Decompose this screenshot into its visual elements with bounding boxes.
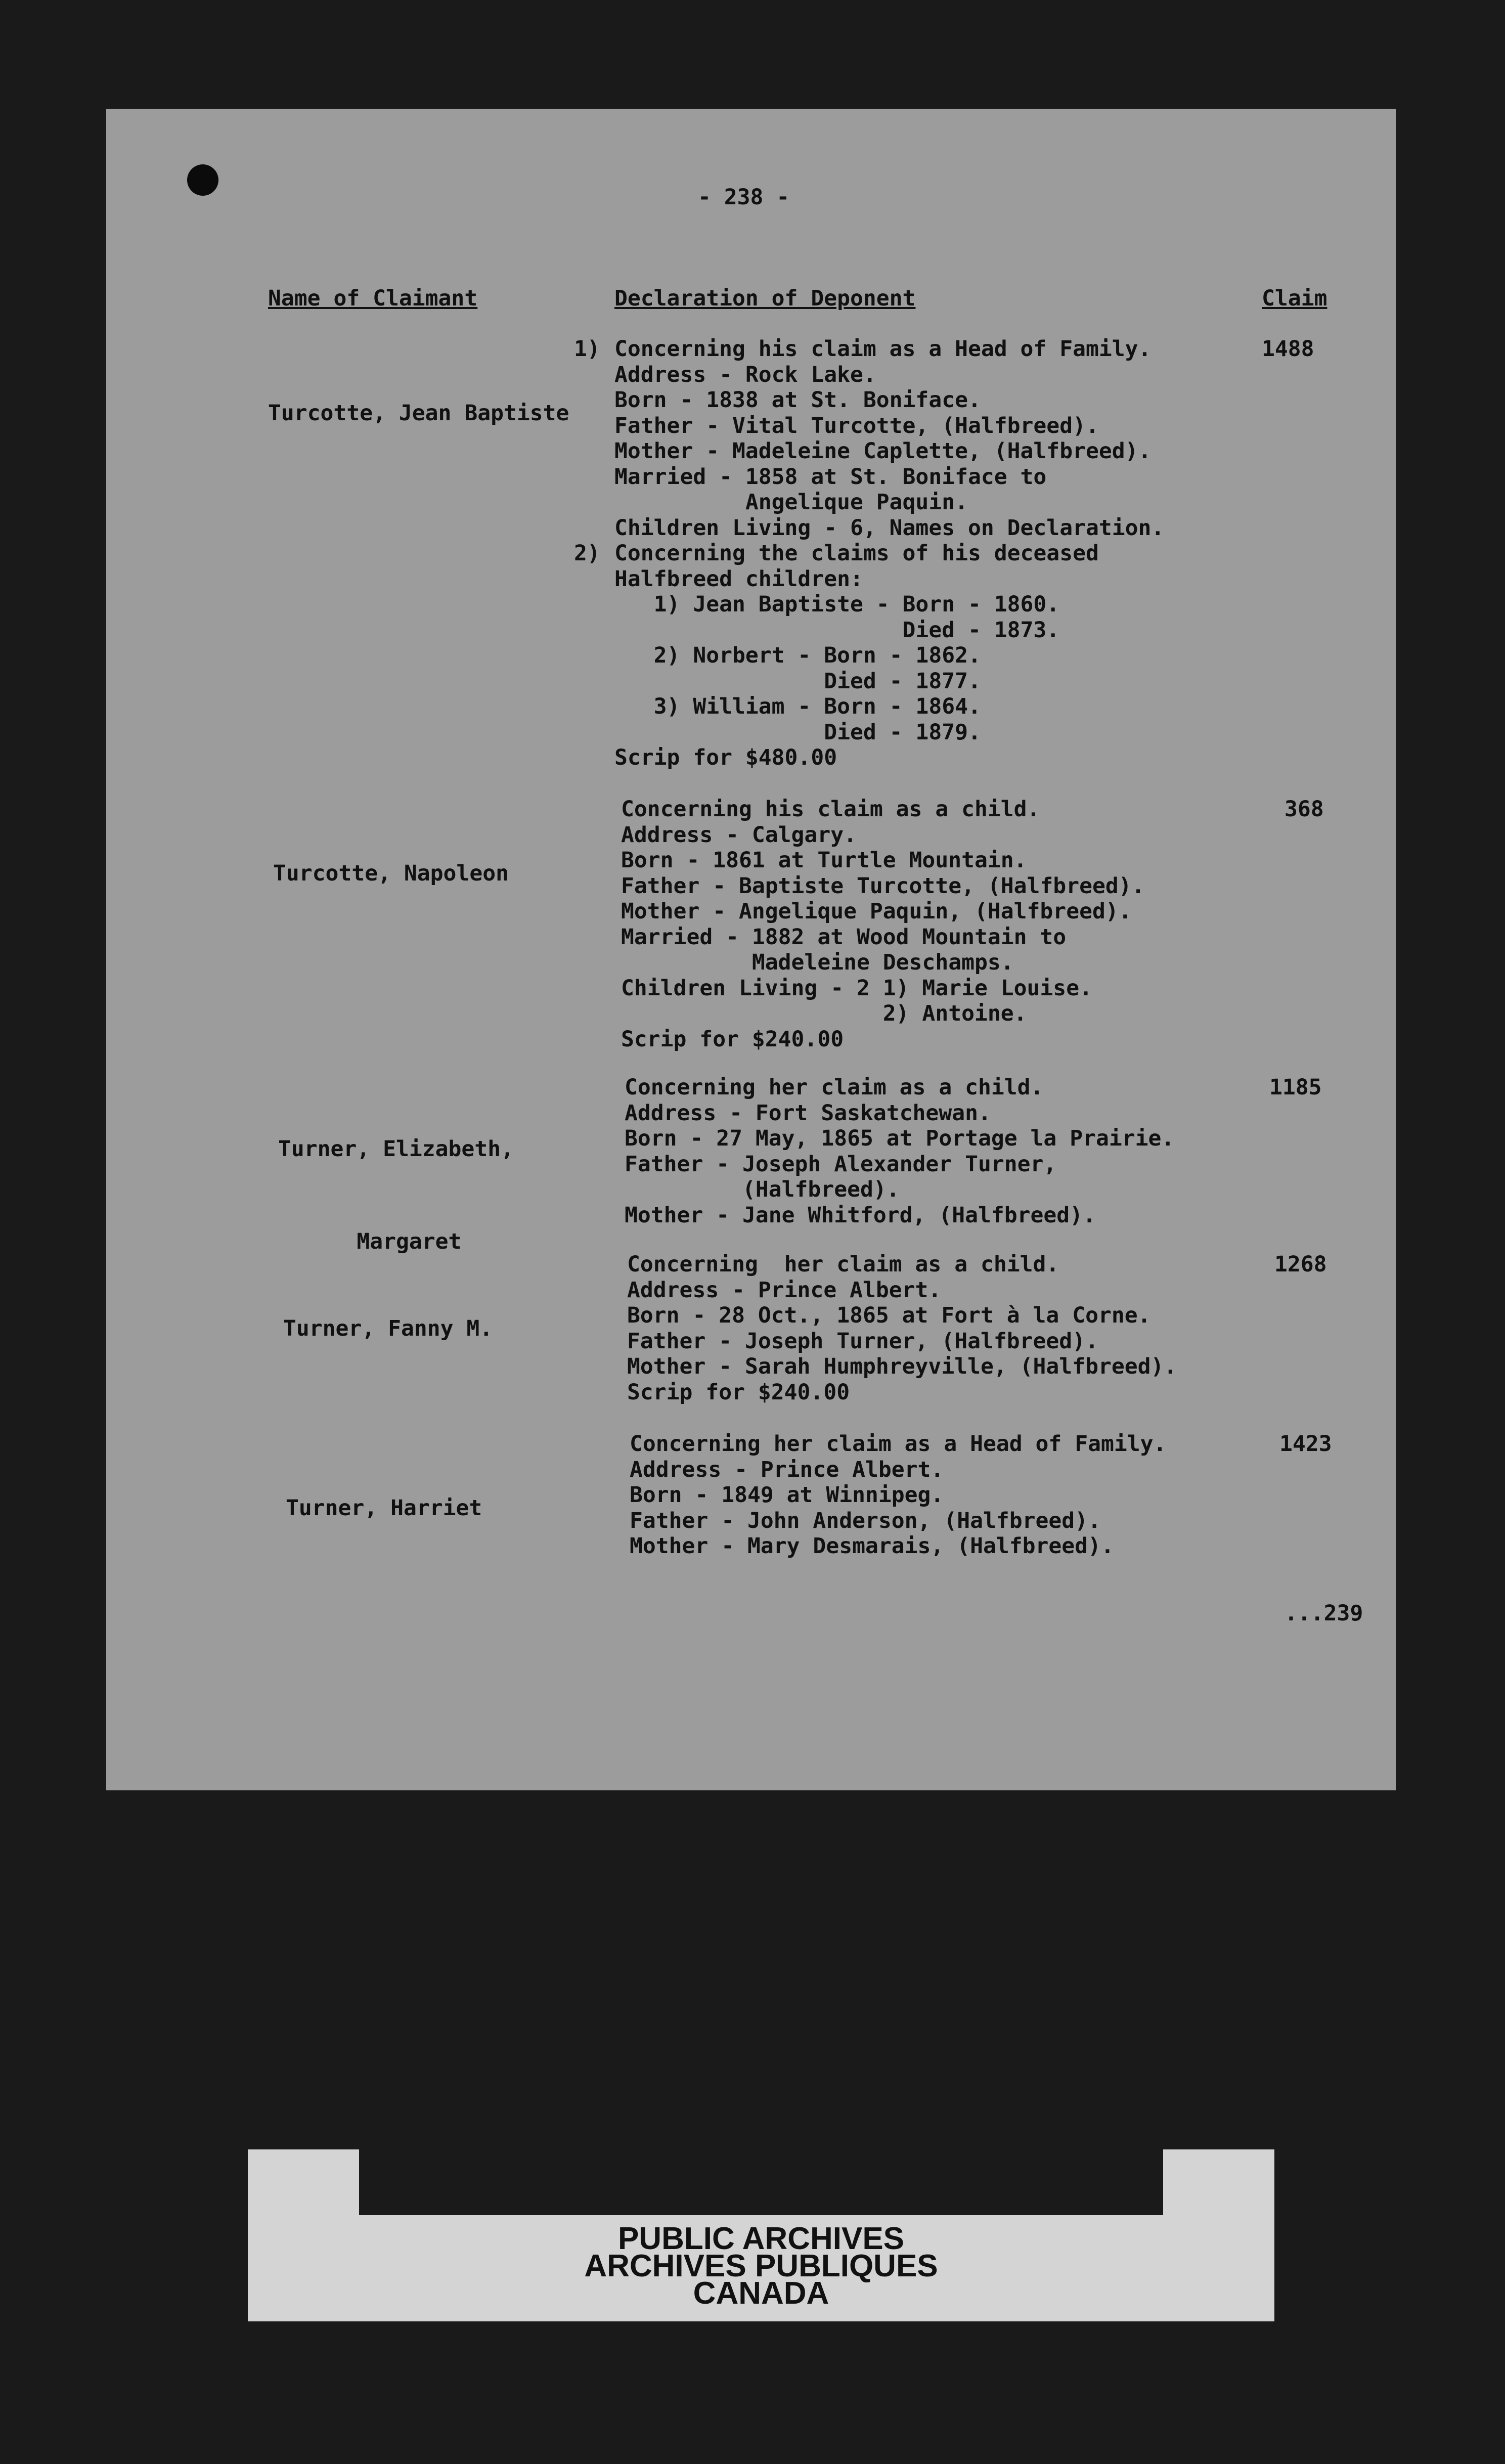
declaration-block [614,336,1164,771]
declaration-line: Concerning her claim as a Head of Family. [630,1431,1167,1457]
declaration-block [625,1075,1174,1228]
declaration-line: Address - Prince Albert. [630,1457,944,1482]
declaration-line: Concerning the claims of his deceased [614,541,1099,566]
declaration-line: Mother - Angelique Paquin, (Halfbreed). [621,899,1132,924]
declaration-line: Concerning her claim as a child. [627,1252,1059,1277]
declaration-line: Mother - Mary Desmarais, (Halfbreed). [630,1533,1114,1559]
claim-number: 1488 [1262,336,1314,362]
punch-hole [187,164,218,196]
declaration-line: Concerning his claim as a child. [621,797,1040,822]
claimant-name [268,336,569,491]
declaration-line: Address - Rock Lake. [614,362,876,387]
declaration-block [627,1252,1177,1405]
document-page [106,109,1396,1790]
claimant-name [273,797,509,951]
declaration-line: Angelique Paquin. [614,490,968,515]
continuation-marker: ...239 [1285,1601,1363,1626]
archives-stamp [248,2149,1274,2321]
declaration-line: (Halfbreed). [625,1177,900,1202]
claim-number: 368 [1285,797,1324,822]
claimant-name-line: Margaret [278,1229,462,1254]
declaration-line: Madeleine Deschamps. [621,950,1014,975]
declaration-line: Father - Baptiste Turcotte, (Halfbreed). [621,873,1145,899]
declaration-line: Married - 1858 at St. Boniface to [614,464,1047,490]
declaration-line: Address - Prince Albert. [627,1277,942,1303]
declaration-line: Father - Joseph Alexander Turner, [625,1151,1057,1177]
declaration-line: Scrip for $240.00 [627,1379,850,1405]
claim-number: 1185 [1269,1075,1322,1100]
declaration-line: Scrip for $240.00 [621,1026,844,1052]
claimant-name-line: Turcotte, Jean Baptiste [268,401,569,426]
declaration-line: Father - Joseph Turner, (Halfbreed). [627,1328,1098,1354]
declaration-line: Concerning her claim as a child. [625,1075,1044,1100]
declaration-line: Address - Fort Saskatchewan. [625,1100,991,1126]
declaration-line: Died - 1873. [614,617,1060,643]
claimant-name [286,1431,482,1586]
declaration-line: Mother - Jane Whitford, (Halfbreed). [625,1202,1096,1228]
declaration-line: Concerning his claim as a Head of Family. [614,336,1152,362]
declaration-line: 3) William - Born - 1864. [614,694,981,719]
stamp-line: CANADA [693,2276,829,2311]
declaration-line: Born - 28 Oct., 1865 at Fort à la Corne. [627,1303,1151,1328]
declaration-line: 1) Jean Baptiste - Born - 1860. [614,592,1060,617]
claimant-name [283,1252,493,1406]
declaration-line: Born - 1838 at St. Boniface. [614,387,981,413]
declaration-line: 2) Antoine. [621,1001,1027,1026]
stamp-line: ARCHIVES PUBLIQUES [584,2249,938,2283]
item-number: 2) [574,541,600,566]
claimant-name-line: Turner, Elizabeth, [278,1136,514,1162]
declaration-block [621,797,1145,1052]
declaration-line: Born - 27 May, 1865 at Portage la Prairie. [625,1126,1175,1151]
stamp-line: PUBLIC ARCHIVES [617,2221,905,2256]
declaration-line: Born - 1861 at Turtle Mountain. [621,848,1027,873]
claimant-name-line: Turner, Fanny M. [283,1316,493,1341]
stamp-notch [359,2149,1163,2215]
stamp-text [248,2221,1274,2311]
item-number: 1) [574,336,600,362]
claimant-name-line: Turcotte, Napoleon [273,861,509,886]
header-claim: Claim [1262,286,1327,311]
claim-number: 1268 [1274,1252,1327,1277]
declaration-line: Halfbreed children: [614,566,863,592]
declaration-line: Father - John Anderson, (Halfbreed). [630,1508,1101,1533]
declaration-line: Children Living - 2 1) Marie Louise. [621,975,1092,1001]
claimant-name-line: Turner, Harriet [286,1495,482,1521]
claim-number: 1423 [1279,1431,1332,1457]
declaration-line: Married - 1882 at Wood Mountain to [621,924,1067,950]
declaration-block [630,1431,1166,1559]
header-claimant: Name of Claimant [268,286,478,311]
declaration-line: Born - 1849 at Winnipeg. [630,1482,944,1508]
declaration-line: Father - Vital Turcotte, (Halfbreed). [614,413,1099,438]
declaration-line: Died - 1877. [614,668,981,694]
declaration-line: Children Living - 6, Names on Declaration. [614,515,1165,541]
declaration-line: 2) Norbert - Born - 1862. [614,643,981,668]
declaration-line: Mother - Sarah Humphreyville, (Halfbreed). [627,1354,1177,1379]
declaration-line: Mother - Madeleine Caplette, (Halfbreed). [614,438,1152,464]
declaration-line: Address - Calgary. [621,822,857,848]
declaration-line: Scrip for $480.00 [614,745,837,770]
page-number: - 238 - [698,185,790,210]
declaration-line: Died - 1879. [614,719,981,745]
header-declaration: Declaration of Deponent [614,286,916,311]
